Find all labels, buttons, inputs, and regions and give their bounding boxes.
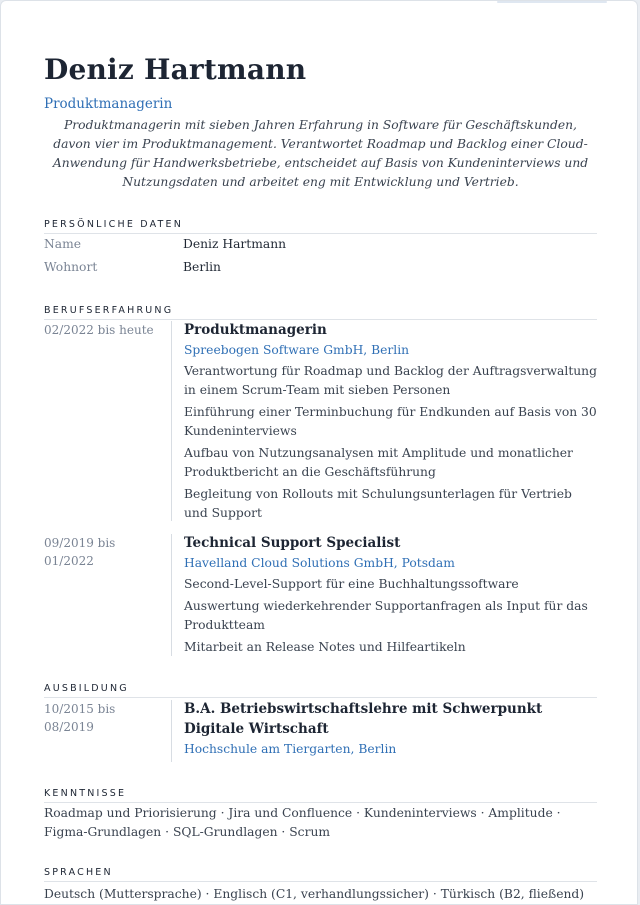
education-entry	[171, 700, 597, 762]
section-title-experience: BERUFSERFAHRUNG	[44, 305, 597, 320]
experience-entry	[171, 321, 597, 521]
section-title-skills: KENNTNISSE	[44, 788, 597, 803]
section-title-education: AUSBILDUNG	[44, 683, 597, 698]
institution: Hochschule am Tiergarten, Berlin	[184, 742, 397, 756]
languages-list: Deutsch (Muttersprache) · Englisch (C1, verhandlungssicher) · Türkisch (B2, fließend)	[44, 887, 585, 901]
job-title: Technical Support Specialist	[184, 535, 401, 551]
job-task: Auswertung wiederkehrender Supportanfragen als Input für das Produktteam	[184, 599, 588, 632]
profile-summary: Produktmanagerin mit sieben Jahren Erfahrung in Software für Geschäftskunden, davon vier im Produktmanagement. Verantwortet Roadmap und Backlog einer Cloud-Anwendung für Handwerksbetriebe, entscheidet auf Basis von Kundeninterviews und Nutzungsdaten und arbeitet eng mit Entwicklung und Vertrieb.	[52, 118, 589, 189]
top-decoration	[497, 1, 607, 3]
job-task: Second-Level-Support für eine Buchhaltungssoftware	[184, 577, 519, 591]
employer: Spreebogen Software GmbH, Berlin	[184, 343, 410, 357]
experience-date: 09/2019 bis 01/2022	[44, 536, 116, 568]
value-name: Deniz Hartmann	[183, 237, 287, 251]
job-title: Produktmanagerin	[184, 322, 327, 338]
candidate-role: Produktmanagerin	[44, 96, 173, 112]
experience-date: 02/2022 bis heute	[44, 323, 154, 337]
job-task: Mitarbeit an Release Notes und Hilfeartikeln	[184, 640, 466, 654]
experience-entry	[171, 534, 597, 656]
label-name: Name	[44, 237, 82, 251]
skills-list: Roadmap und Priorisierung · Jira und Confluence · Kundeninterviews · Amplitude · Figma-Grundlagen · SQL-Grundlagen · Scrum	[44, 806, 561, 839]
candidate-name: Deniz Hartmann	[44, 53, 307, 86]
education-date: 10/2015 bis 08/2019	[44, 702, 116, 734]
degree-title: B.A. Betriebswirtschaftslehre mit Schwerpunkt Digitale Wirtschaft	[184, 701, 543, 737]
value-residence: Berlin	[183, 260, 221, 274]
employer: Havelland Cloud Solutions GmbH, Potsdam	[184, 556, 455, 570]
label-residence: Wohnort	[44, 260, 98, 274]
job-task: Einführung einer Terminbuchung für Endkunden auf Basis von 30 Kundeninterviews	[184, 405, 597, 438]
section-title-languages: SPRACHEN	[44, 867, 597, 882]
section-title-personal: PERSÖNLICHE DATEN	[44, 219, 597, 234]
job-task: Begleitung von Rollouts mit Schulungsunterlagen für Vertrieb und Support	[184, 487, 572, 520]
job-task: Verantwortung für Roadmap und Backlog der Auftragsverwaltung in einem Scrum-Team mit sieben Personen	[184, 364, 597, 397]
job-task: Aufbau von Nutzungsanalysen mit Amplitude und monatlicher Produktbericht an die Geschäftsführung	[184, 446, 573, 479]
